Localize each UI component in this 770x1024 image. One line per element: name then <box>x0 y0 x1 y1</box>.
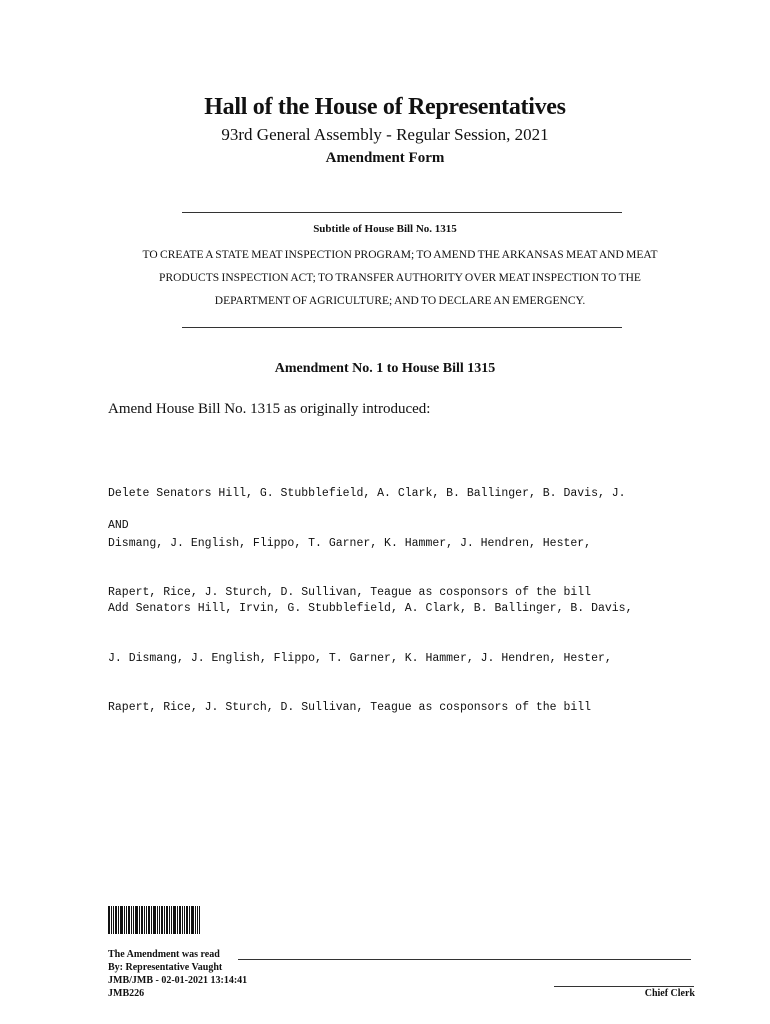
clerk-signature-line <box>554 986 694 987</box>
subtitle-line: PRODUCTS INSPECTION ACT; TO TRANSFER AUTHORITY OVER MEAT INSPECTION TO THE <box>159 272 641 284</box>
document-code: JMB226 <box>108 988 145 999</box>
divider-top <box>182 212 622 213</box>
add-line: J. Dismang, J. English, Flippo, T. Garner, K. Hammer, J. Hendren, Hester, <box>108 651 612 665</box>
drafter-code: JMB/JMB - 02-01-2021 13:14:41 <box>108 975 248 986</box>
subtitle-label: Subtitle of House Bill No. 1315 <box>313 223 457 235</box>
subtitle-text <box>100 244 700 313</box>
delete-line: Rapert, Rice, J. Sturch, D. Sullivan, Teague as cosponsors of the bill <box>108 586 592 599</box>
document-title: Hall of the House of Representatives <box>204 94 566 120</box>
form-type: Amendment Form <box>325 150 445 166</box>
amendment-heading: Amendment No. 1 to House Bill 1315 <box>274 361 496 376</box>
chief-clerk-label: Chief Clerk <box>644 988 695 999</box>
subtitle-line: TO CREATE A STATE MEAT INSPECTION PROGRAM; TO AMEND THE ARKANSAS MEAT AND MEAT <box>142 249 658 261</box>
add-line: Rapert, Rice, J. Sturch, D. Sullivan, Teague as cosponsors of the bill <box>108 701 592 714</box>
add-senators-block <box>108 568 708 733</box>
conjunction: AND <box>108 519 129 532</box>
delete-line: Dismang, J. English, Flippo, T. Garner, K. Hammer, J. Hendren, Hester, <box>108 536 592 550</box>
amendment-instruction: Amend House Bill No. 1315 as originally introduced: <box>108 401 431 417</box>
subtitle-line: DEPARTMENT OF AGRICULTURE; AND TO DECLARE AN EMERGENCY. <box>214 295 586 307</box>
session-line: 93rd General Assembly - Regular Session, 2021 <box>221 125 549 144</box>
sponsor-line: By: Representative Vaught <box>108 962 223 973</box>
delete-line: Delete Senators Hill, G. Stubblefield, A. Clark, B. Ballinger, B. Davis, J. <box>108 487 626 500</box>
amendment-read-label: The Amendment was read <box>108 949 220 960</box>
barcode-icon <box>108 906 200 934</box>
read-signature-line <box>238 959 691 960</box>
add-line: Add Senators Hill, Irvin, G. Stubblefield, A. Clark, B. Ballinger, B. Davis, <box>108 602 633 615</box>
divider-bottom <box>182 327 622 328</box>
